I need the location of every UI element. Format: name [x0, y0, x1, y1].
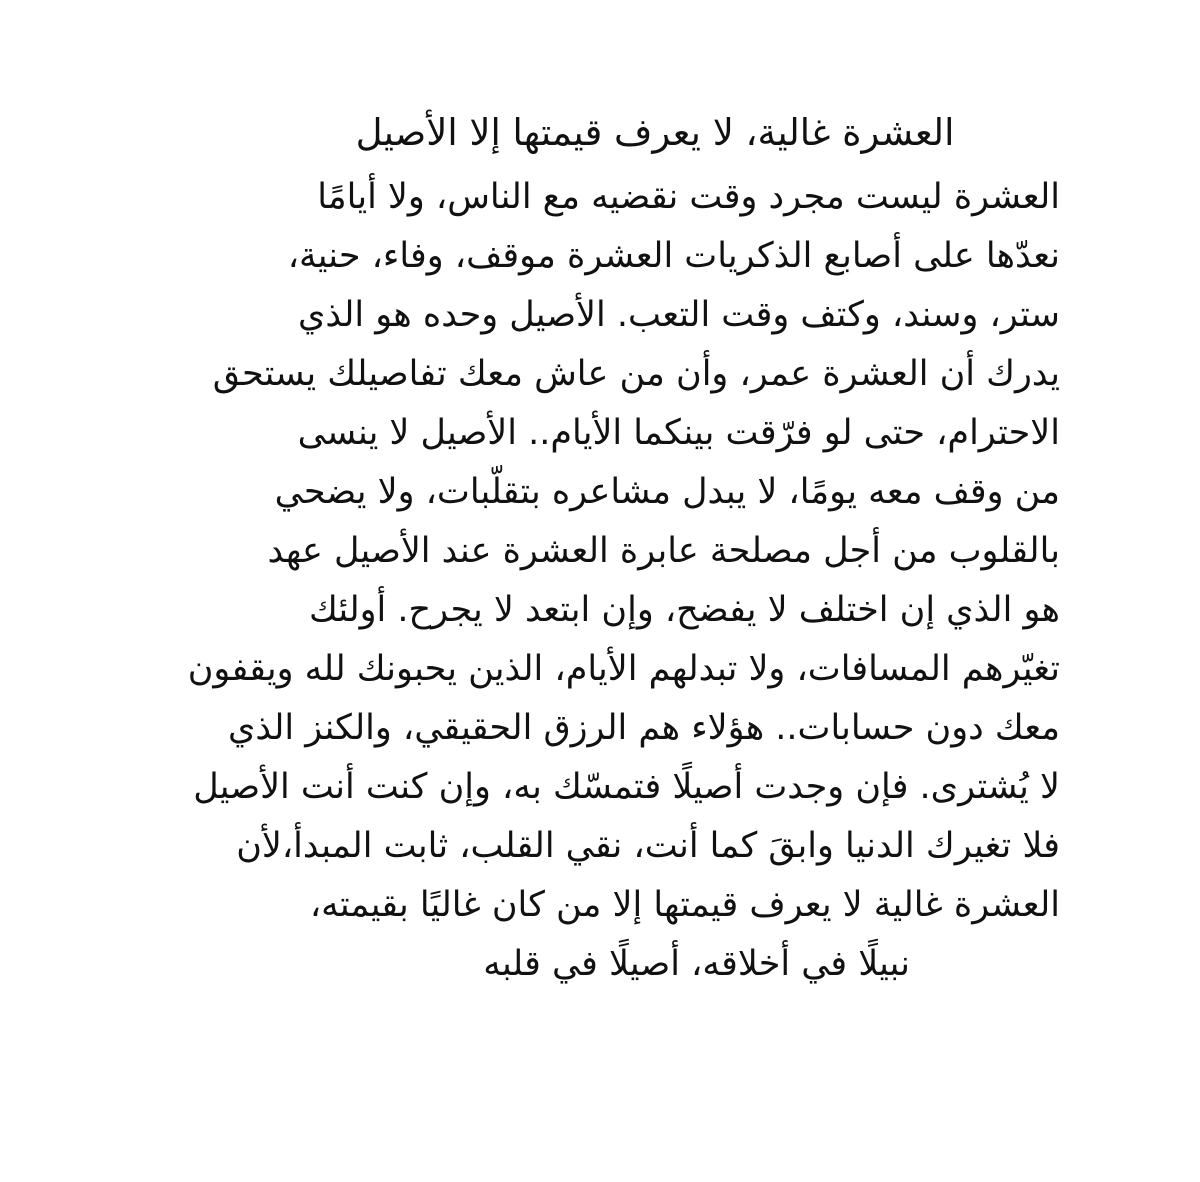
- text-line: العشرة غالية لا يعرف قيمتها إلا من كان غاليًا بقيمته،: [309, 885, 1060, 925]
- text-line: الاحترام، حتى لو فرّقت بينكما الأيام.. الأصيل لا ينسى: [297, 413, 1060, 453]
- text-line: ستر، وسند، وكتف وقت التعب. الأصيل وحده هو الذي: [297, 295, 1060, 335]
- text-line: تغيّرهم المسافات، ولا تبدلهم الأيام، الذين يحبونك لله ويقفون: [187, 649, 1060, 689]
- text-line: فلا تغيرك الدنيا وابقَ كما أنت، نقي القلب، ثابت المبدأ،لأن: [236, 826, 1060, 866]
- text-block: [140, 108, 1060, 998]
- text-line: يدرك أن العشرة عمر، وأن من عاش معك تفاصيلك يستحق: [212, 354, 1060, 394]
- text-line: لا يُشترى. فإن وجدت أصيلًا فتمسّك به، وإن كنت أنت الأصيل: [193, 767, 1060, 807]
- text-line: هو الذي إن اختلف لا يفضح، وإن ابتعد لا يجرح. أولئك: [308, 590, 1060, 630]
- text-line: العشرة ليست مجرد وقت نقضيه مع الناس، ولا أيامًا: [317, 177, 1060, 217]
- text-line: نعدّها على أصابع الذكريات العشرة موقف، وفاء، حنية،: [287, 236, 1060, 276]
- text-line: معك دون حسابات.. هؤلاء هم الرزق الحقيقي، والكنز الذي: [228, 708, 1060, 748]
- document-title: العشرة غالية، لا يعرف قيمتها إلا الأصيل: [355, 111, 955, 154]
- text-line: نبيلًا في أخلاقه، أصيلًا في قلبه: [483, 944, 910, 984]
- text-line: بالقلوب من أجل مصلحة عابرة العشرة عند الأصيل عهد: [267, 531, 1060, 571]
- paragraph: [140, 172, 1060, 998]
- text-line: من وقف معه يومًا، لا يبدل مشاعره بتقلّبات، ولا يضحي: [274, 472, 1060, 512]
